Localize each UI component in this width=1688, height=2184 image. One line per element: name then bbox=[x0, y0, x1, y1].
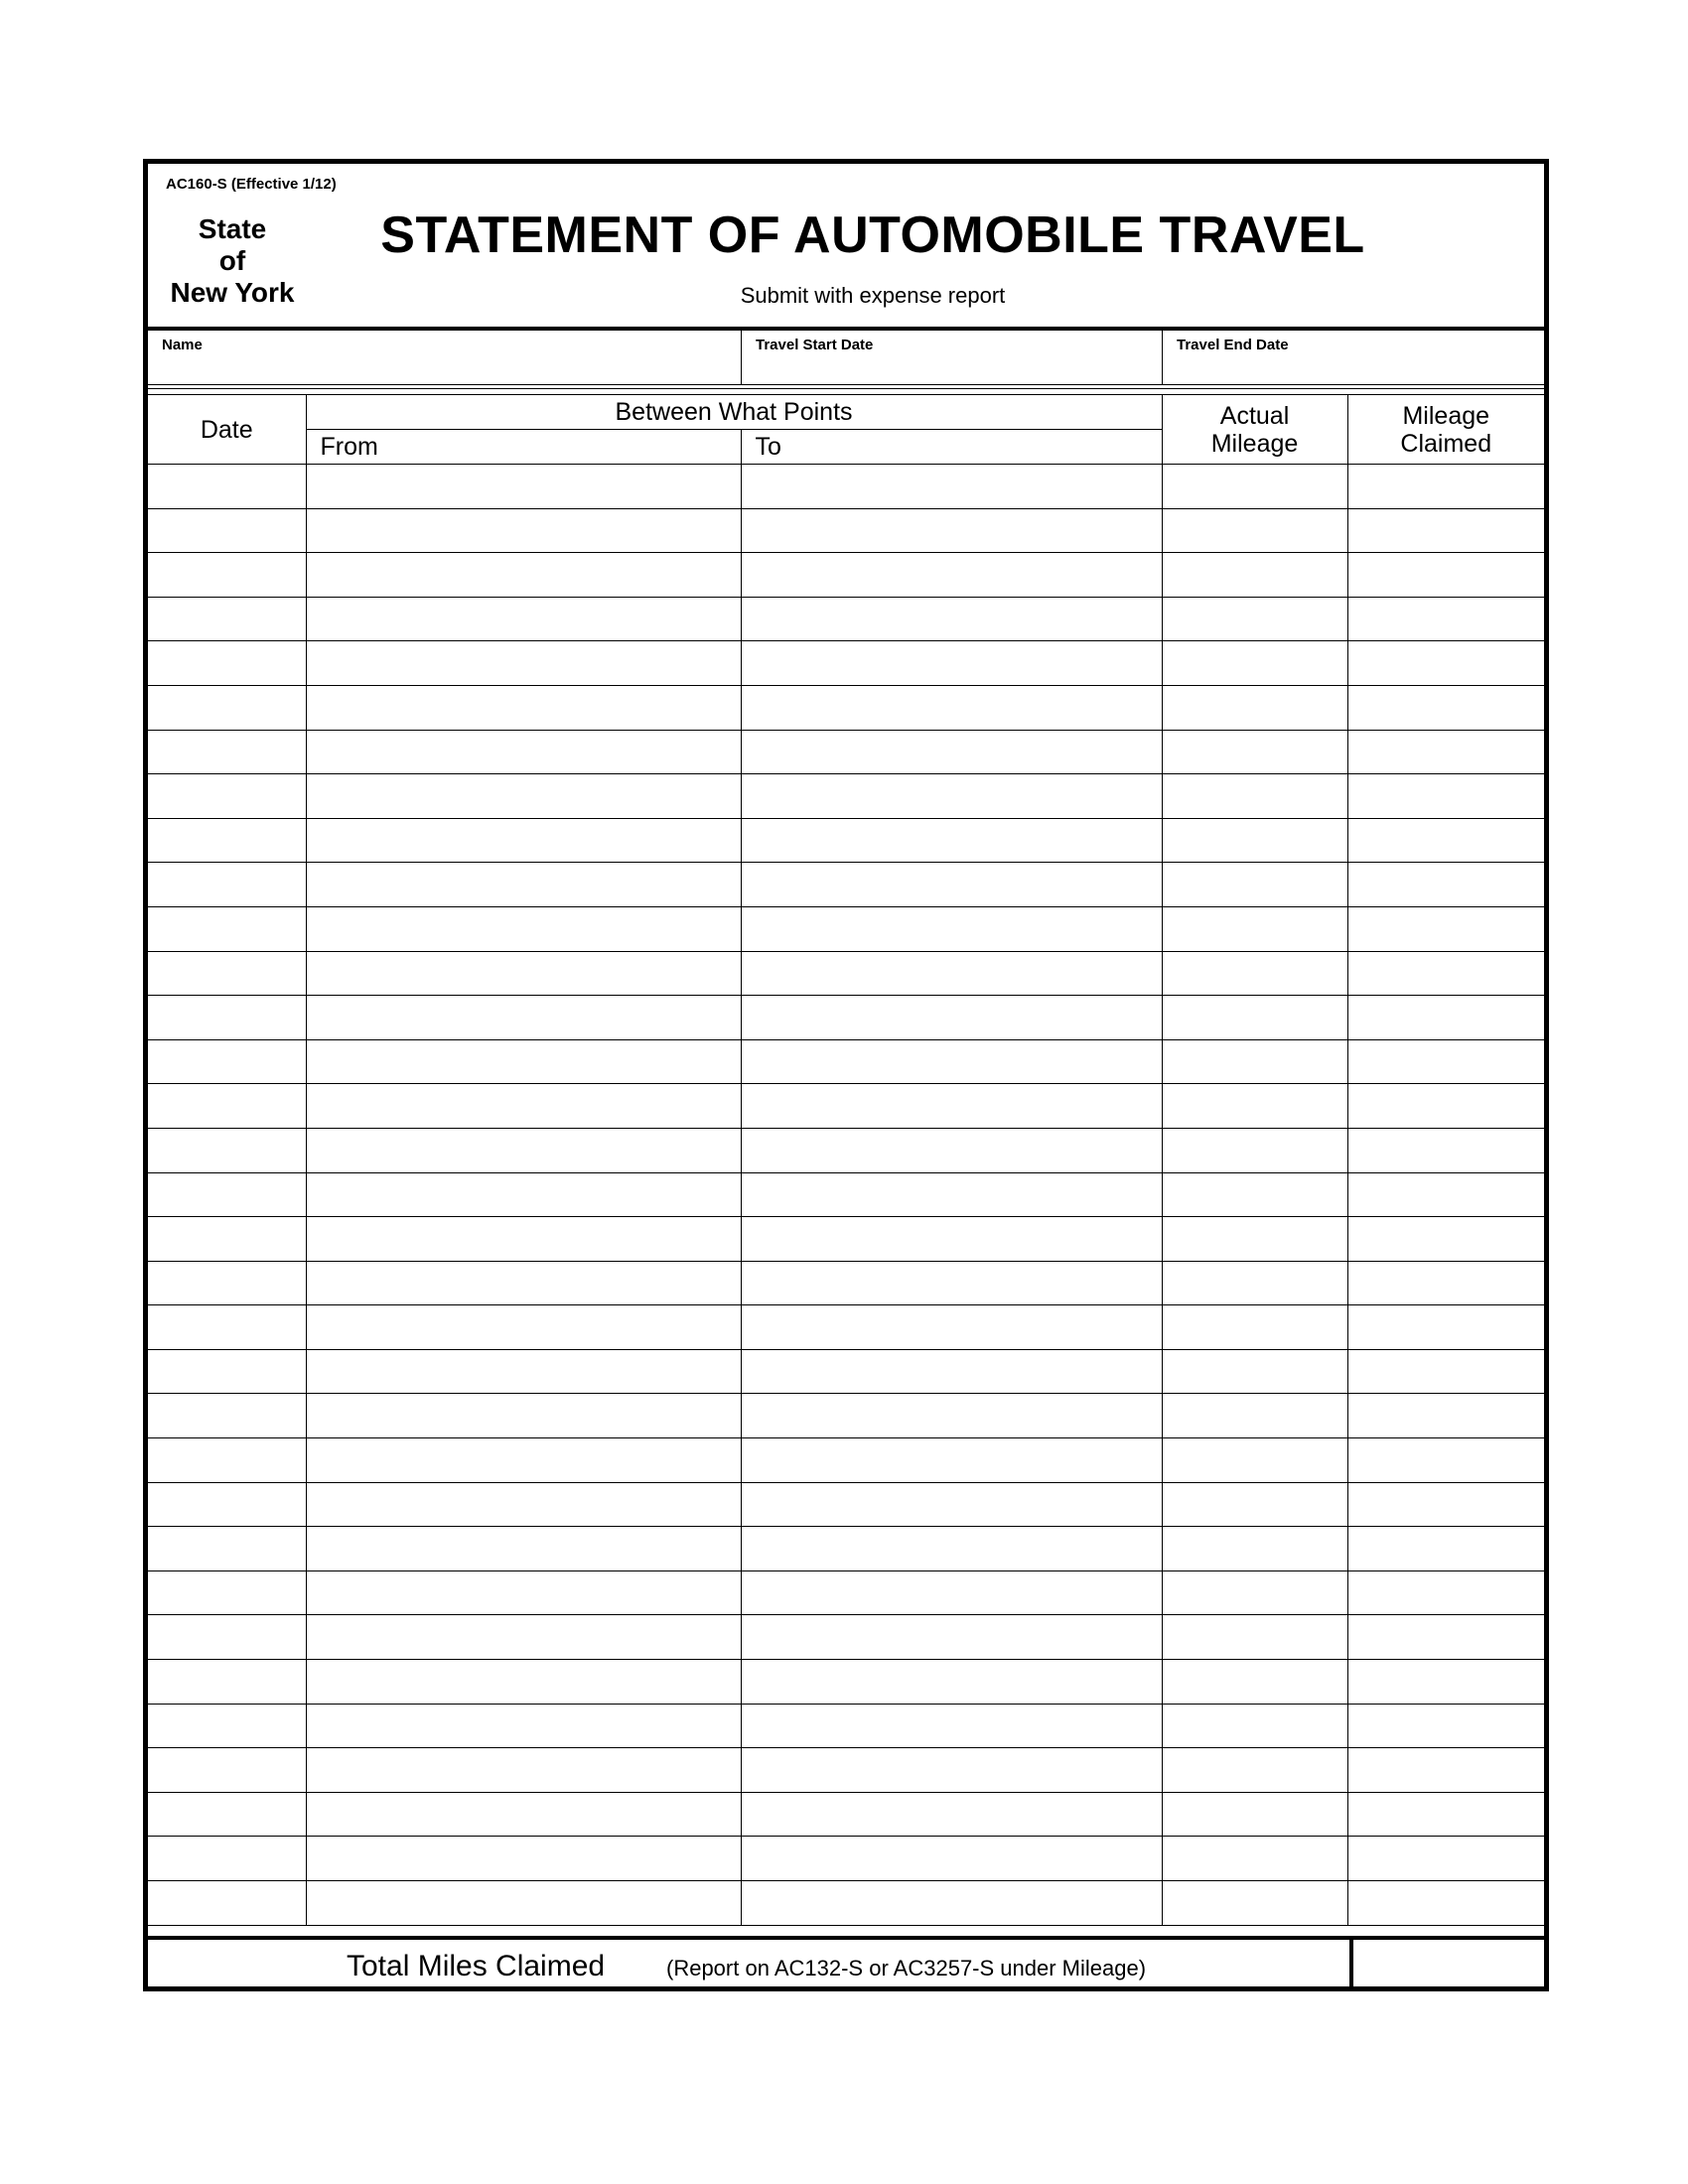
from-cell[interactable] bbox=[306, 597, 741, 641]
to-cell[interactable] bbox=[741, 597, 1162, 641]
form-number: AC160-S (Effective 1/12) bbox=[166, 176, 337, 193]
travel-end-date-label: Travel End Date bbox=[1177, 337, 1289, 353]
mileage-claimed-cell[interactable] bbox=[1347, 1438, 1544, 1483]
date-cell[interactable] bbox=[148, 1482, 306, 1527]
total-miles-claimed-field[interactable] bbox=[1349, 1940, 1544, 1990]
from-cell[interactable] bbox=[306, 1128, 741, 1172]
to-cell[interactable] bbox=[741, 1748, 1162, 1793]
date-cell[interactable] bbox=[148, 996, 306, 1040]
actual-mileage-cell[interactable] bbox=[1162, 1394, 1347, 1438]
traveler-info-row bbox=[148, 331, 1544, 385]
from-cell[interactable] bbox=[306, 1527, 741, 1571]
from-cell[interactable] bbox=[306, 1084, 741, 1129]
date-cell[interactable] bbox=[148, 1394, 306, 1438]
mileage-table-wrapper bbox=[148, 394, 1544, 1926]
to-cell[interactable] bbox=[741, 1261, 1162, 1305]
table-row bbox=[148, 730, 1544, 774]
table-row bbox=[148, 1084, 1544, 1129]
state-of-new-york-label bbox=[158, 213, 307, 309]
mileage-claimed-cell[interactable] bbox=[1347, 465, 1544, 509]
mileage-claimed-cell[interactable] bbox=[1347, 1349, 1544, 1394]
actual-mileage-cell[interactable] bbox=[1162, 641, 1347, 686]
actual-mileage-cell[interactable] bbox=[1162, 1570, 1347, 1615]
to-cell[interactable] bbox=[741, 1394, 1162, 1438]
from-cell[interactable] bbox=[306, 818, 741, 863]
from-cell[interactable] bbox=[306, 1570, 741, 1615]
to-cell[interactable] bbox=[741, 1792, 1162, 1837]
date-cell[interactable] bbox=[148, 597, 306, 641]
date-cell[interactable] bbox=[148, 1704, 306, 1748]
to-cell[interactable] bbox=[741, 1128, 1162, 1172]
mileage-table-body bbox=[148, 465, 1544, 1926]
to-cell[interactable] bbox=[741, 1527, 1162, 1571]
to-cell[interactable] bbox=[741, 553, 1162, 598]
date-cell[interactable] bbox=[148, 1748, 306, 1793]
table-row bbox=[148, 1527, 1544, 1571]
table-row bbox=[148, 1128, 1544, 1172]
actual-mileage-cell[interactable] bbox=[1162, 1172, 1347, 1217]
date-cell[interactable] bbox=[148, 818, 306, 863]
actual-mileage-cell[interactable] bbox=[1162, 465, 1347, 509]
table-row bbox=[148, 597, 1544, 641]
from-cell[interactable] bbox=[306, 1349, 741, 1394]
mileage-claimed-cell[interactable] bbox=[1347, 1748, 1544, 1793]
table-row bbox=[148, 1748, 1544, 1793]
date-cell[interactable] bbox=[148, 1438, 306, 1483]
table-row bbox=[148, 774, 1544, 819]
form-subtitle: Submit with expense report bbox=[740, 283, 1006, 308]
date-cell[interactable] bbox=[148, 1570, 306, 1615]
table-row bbox=[148, 1482, 1544, 1527]
name-field[interactable] bbox=[148, 331, 741, 384]
table-row bbox=[148, 553, 1544, 598]
actual-mileage-cell[interactable] bbox=[1162, 774, 1347, 819]
state-line-3: New York bbox=[170, 277, 295, 308]
date-cell[interactable] bbox=[148, 508, 306, 553]
date-cell[interactable] bbox=[148, 1128, 306, 1172]
mileage-claimed-cell[interactable] bbox=[1347, 1394, 1544, 1438]
mileage-table bbox=[148, 394, 1544, 1926]
mileage-claimed-cell[interactable] bbox=[1347, 597, 1544, 641]
table-row bbox=[148, 818, 1544, 863]
to-column-header: To bbox=[741, 430, 1162, 465]
mileage-claimed-cell[interactable] bbox=[1347, 730, 1544, 774]
info-row-double-rule bbox=[148, 388, 1544, 389]
table-row bbox=[148, 1039, 1544, 1084]
table-row bbox=[148, 996, 1544, 1040]
total-row bbox=[148, 1936, 1544, 1990]
mileage-claimed-cell[interactable] bbox=[1347, 1217, 1544, 1262]
table-row bbox=[148, 1660, 1544, 1705]
mileage-claimed-cell[interactable] bbox=[1347, 1704, 1544, 1748]
from-column-header: From bbox=[306, 430, 741, 465]
to-cell[interactable] bbox=[741, 951, 1162, 996]
to-cell[interactable] bbox=[741, 996, 1162, 1040]
date-cell[interactable] bbox=[148, 863, 306, 907]
mileage-claimed-cell[interactable] bbox=[1347, 1039, 1544, 1084]
actual-mileage-cell[interactable] bbox=[1162, 906, 1347, 951]
mileage-claimed-cell[interactable] bbox=[1347, 553, 1544, 598]
total-miles-claimed-label: Total Miles Claimed bbox=[347, 1950, 606, 1982]
from-cell[interactable] bbox=[306, 1660, 741, 1705]
table-row bbox=[148, 1570, 1544, 1615]
travel-start-date-label: Travel Start Date bbox=[756, 337, 874, 353]
from-cell[interactable] bbox=[306, 1704, 741, 1748]
actual-mileage-cell[interactable] bbox=[1162, 1084, 1347, 1129]
actual-mileage-cell[interactable] bbox=[1162, 1128, 1347, 1172]
to-cell[interactable] bbox=[741, 1084, 1162, 1129]
state-line-1: State bbox=[198, 213, 267, 244]
between-what-points-header: Between What Points bbox=[306, 395, 1162, 430]
from-cell[interactable] bbox=[306, 1261, 741, 1305]
to-cell[interactable] bbox=[741, 1615, 1162, 1660]
from-cell[interactable] bbox=[306, 641, 741, 686]
actual-mileage-cell[interactable] bbox=[1162, 508, 1347, 553]
table-row bbox=[148, 1792, 1544, 1837]
date-cell[interactable] bbox=[148, 1305, 306, 1350]
table-row bbox=[148, 1615, 1544, 1660]
to-cell[interactable] bbox=[741, 465, 1162, 509]
to-cell[interactable] bbox=[741, 774, 1162, 819]
table-row bbox=[148, 1704, 1544, 1748]
from-cell[interactable] bbox=[306, 730, 741, 774]
to-cell[interactable] bbox=[741, 508, 1162, 553]
mileage-claimed-cell[interactable] bbox=[1347, 1261, 1544, 1305]
actual-mileage-cell[interactable] bbox=[1162, 1039, 1347, 1084]
table-row bbox=[148, 508, 1544, 553]
table-row bbox=[148, 1305, 1544, 1350]
table-row bbox=[148, 685, 1544, 730]
mileage-claimed-cell[interactable] bbox=[1347, 1837, 1544, 1881]
date-cell[interactable] bbox=[148, 685, 306, 730]
total-report-note: (Report on AC132-S or AC3257-S under Mileage) bbox=[666, 1956, 1147, 1980]
to-cell[interactable] bbox=[741, 1217, 1162, 1262]
actual-mileage-cell[interactable] bbox=[1162, 1305, 1347, 1350]
actual-mileage-cell[interactable] bbox=[1162, 1349, 1347, 1394]
form-title: STATEMENT OF AUTOMOBILE TRAVEL bbox=[380, 206, 1365, 264]
name-label: Name bbox=[162, 337, 203, 353]
table-row bbox=[148, 1881, 1544, 1926]
actual-mileage-cell[interactable] bbox=[1162, 1837, 1347, 1881]
date-cell[interactable] bbox=[148, 1349, 306, 1394]
from-cell[interactable] bbox=[306, 685, 741, 730]
actual-mileage-cell[interactable] bbox=[1162, 1704, 1347, 1748]
table-row bbox=[148, 1217, 1544, 1262]
mileage-claimed-cell[interactable] bbox=[1347, 1172, 1544, 1217]
actual-mileage-cell[interactable] bbox=[1162, 996, 1347, 1040]
from-cell[interactable] bbox=[306, 996, 741, 1040]
actual-mileage-cell[interactable] bbox=[1162, 553, 1347, 598]
from-cell[interactable] bbox=[306, 1482, 741, 1527]
from-cell[interactable] bbox=[306, 553, 741, 598]
from-cell[interactable] bbox=[306, 1039, 741, 1084]
actual-mileage-cell[interactable] bbox=[1162, 730, 1347, 774]
travel-start-date-field[interactable] bbox=[741, 331, 1162, 384]
to-cell[interactable] bbox=[741, 641, 1162, 686]
actual-mileage-cell[interactable] bbox=[1162, 1615, 1347, 1660]
date-cell[interactable] bbox=[148, 1261, 306, 1305]
table-row bbox=[148, 1394, 1544, 1438]
from-cell[interactable] bbox=[306, 1837, 741, 1881]
from-cell[interactable] bbox=[306, 1748, 741, 1793]
table-row bbox=[148, 1172, 1544, 1217]
to-cell[interactable] bbox=[741, 1570, 1162, 1615]
from-cell[interactable] bbox=[306, 1881, 741, 1926]
from-cell[interactable] bbox=[306, 1305, 741, 1350]
mileage-claimed-cell[interactable] bbox=[1347, 1527, 1544, 1571]
actual-mileage-cell[interactable] bbox=[1162, 597, 1347, 641]
actual-mileage-cell[interactable] bbox=[1162, 1482, 1347, 1527]
mileage-claimed-cell[interactable] bbox=[1347, 1084, 1544, 1129]
to-cell[interactable] bbox=[741, 906, 1162, 951]
date-cell[interactable] bbox=[148, 774, 306, 819]
actual-mileage-cell[interactable] bbox=[1162, 1881, 1347, 1926]
table-row bbox=[148, 1261, 1544, 1305]
from-cell[interactable] bbox=[306, 951, 741, 996]
mileage-claimed-cell[interactable] bbox=[1347, 685, 1544, 730]
mileage-claimed-cell[interactable] bbox=[1347, 1482, 1544, 1527]
from-cell[interactable] bbox=[306, 1172, 741, 1217]
mileage-claimed-cell[interactable] bbox=[1347, 1615, 1544, 1660]
actual-mileage-cell[interactable] bbox=[1162, 863, 1347, 907]
actual-mileage-cell[interactable] bbox=[1162, 1660, 1347, 1705]
date-cell[interactable] bbox=[148, 906, 306, 951]
from-cell[interactable] bbox=[306, 1217, 741, 1262]
travel-statement-form bbox=[143, 159, 1549, 1991]
actual-mileage-column-header: Actual Mileage bbox=[1162, 395, 1347, 465]
to-cell[interactable] bbox=[741, 1704, 1162, 1748]
from-cell[interactable] bbox=[306, 465, 741, 509]
from-cell[interactable] bbox=[306, 906, 741, 951]
date-cell[interactable] bbox=[148, 641, 306, 686]
table-row bbox=[148, 1349, 1544, 1394]
state-line-2: of bbox=[218, 245, 246, 276]
date-cell[interactable] bbox=[148, 1217, 306, 1262]
date-cell[interactable] bbox=[148, 1039, 306, 1084]
travel-end-date-field[interactable] bbox=[1162, 331, 1544, 384]
from-cell[interactable] bbox=[306, 863, 741, 907]
mileage-claimed-cell[interactable] bbox=[1347, 774, 1544, 819]
date-cell[interactable] bbox=[148, 1792, 306, 1837]
to-cell[interactable] bbox=[741, 1039, 1162, 1084]
actual-mileage-cell[interactable] bbox=[1162, 1217, 1347, 1262]
actual-mileage-cell[interactable] bbox=[1162, 1748, 1347, 1793]
date-cell[interactable] bbox=[148, 1615, 306, 1660]
mileage-claimed-cell[interactable] bbox=[1347, 863, 1544, 907]
to-cell[interactable] bbox=[741, 1482, 1162, 1527]
to-cell[interactable] bbox=[741, 685, 1162, 730]
table-row bbox=[148, 1837, 1544, 1881]
mileage-claimed-cell[interactable] bbox=[1347, 996, 1544, 1040]
actual-mileage-cell[interactable] bbox=[1162, 1261, 1347, 1305]
from-cell[interactable] bbox=[306, 1438, 741, 1483]
mileage-claimed-cell[interactable] bbox=[1347, 818, 1544, 863]
mileage-claimed-cell[interactable] bbox=[1347, 508, 1544, 553]
to-cell[interactable] bbox=[741, 1305, 1162, 1350]
mileage-claimed-cell[interactable] bbox=[1347, 1305, 1544, 1350]
date-cell[interactable] bbox=[148, 730, 306, 774]
table-row bbox=[148, 951, 1544, 996]
table-row bbox=[148, 465, 1544, 509]
from-cell[interactable] bbox=[306, 1792, 741, 1837]
actual-mileage-cell[interactable] bbox=[1162, 1527, 1347, 1571]
date-cell[interactable] bbox=[148, 1084, 306, 1129]
actual-mileage-cell[interactable] bbox=[1162, 818, 1347, 863]
date-column-header: Date bbox=[148, 395, 306, 465]
to-cell[interactable] bbox=[741, 1438, 1162, 1483]
to-cell[interactable] bbox=[741, 1660, 1162, 1705]
mileage-claimed-cell[interactable] bbox=[1347, 1881, 1544, 1926]
date-cell[interactable] bbox=[148, 1660, 306, 1705]
mileage-claimed-cell[interactable] bbox=[1347, 951, 1544, 996]
table-row bbox=[148, 641, 1544, 686]
from-cell[interactable] bbox=[306, 774, 741, 819]
mileage-claimed-cell[interactable] bbox=[1347, 641, 1544, 686]
date-cell[interactable] bbox=[148, 553, 306, 598]
to-cell[interactable] bbox=[741, 1837, 1162, 1881]
date-cell[interactable] bbox=[148, 951, 306, 996]
table-row bbox=[148, 906, 1544, 951]
mileage-claimed-cell[interactable] bbox=[1347, 1792, 1544, 1837]
to-cell[interactable] bbox=[741, 1172, 1162, 1217]
mileage-claimed-cell[interactable] bbox=[1347, 906, 1544, 951]
mileage-claimed-cell[interactable] bbox=[1347, 1128, 1544, 1172]
date-cell[interactable] bbox=[148, 1837, 306, 1881]
from-cell[interactable] bbox=[306, 1615, 741, 1660]
mileage-claimed-column-header: Mileage Claimed bbox=[1347, 395, 1544, 465]
date-cell[interactable] bbox=[148, 1527, 306, 1571]
mileage-claimed-cell[interactable] bbox=[1347, 1570, 1544, 1615]
to-cell[interactable] bbox=[741, 1881, 1162, 1926]
date-cell[interactable] bbox=[148, 1881, 306, 1926]
from-cell[interactable] bbox=[306, 1394, 741, 1438]
actual-mileage-cell[interactable] bbox=[1162, 1438, 1347, 1483]
date-cell[interactable] bbox=[148, 1172, 306, 1217]
from-cell[interactable] bbox=[306, 508, 741, 553]
actual-mileage-cell[interactable] bbox=[1162, 685, 1347, 730]
date-cell[interactable] bbox=[148, 465, 306, 509]
table-row bbox=[148, 1438, 1544, 1483]
to-cell[interactable] bbox=[741, 1349, 1162, 1394]
table-row bbox=[148, 863, 1544, 907]
to-cell[interactable] bbox=[741, 730, 1162, 774]
to-cell[interactable] bbox=[741, 818, 1162, 863]
actual-mileage-cell[interactable] bbox=[1162, 951, 1347, 996]
mileage-claimed-cell[interactable] bbox=[1347, 1660, 1544, 1705]
to-cell[interactable] bbox=[741, 863, 1162, 907]
actual-mileage-cell[interactable] bbox=[1162, 1792, 1347, 1837]
